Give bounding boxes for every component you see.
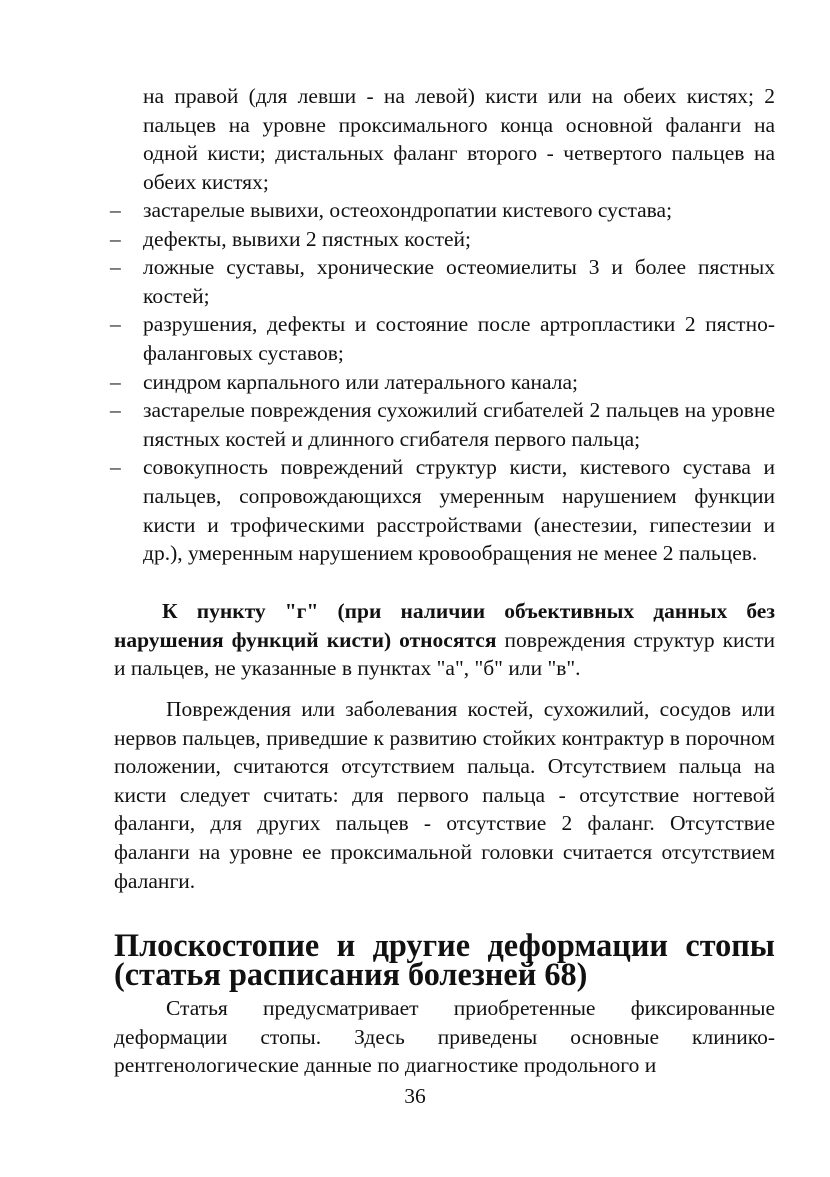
list-item: [110, 196, 775, 225]
dash-marker: –: [110, 198, 121, 222]
list-item-text: синдром карпального или латерального канала;: [143, 369, 579, 394]
paragraph-finger-absence: Повреждения или заболевания костей, сухожилий, сосудов или нервов пальцев, приведшие к развитию стойких контрактур в порочном положении, считаются отсутствием пальца. Отсутствием пальца на кисти следует считать: для первого пальца - отсутствие ногтевой фаланги, для других пальцев - отсутствие 2 фаланг. Отсутствие фаланги на уровне ее проксимальной головки считается отсутствием фаланги.: [114, 697, 775, 893]
paragraph-article-intro: Статья предусматривает приобретенные фиксированные деформации стопы. Здесь приведены основные клинико-рентгенологические данные по диагностике продольного и: [114, 996, 775, 1078]
list-item-text: разрушения, дефекты и состояние после артропластики 2 пястно-фаланговых суставов;: [143, 312, 775, 365]
list-item-text: совокупность повреждений структур кисти, кистевого сустава и пальцев, сопровождающихся умеренным нарушением функции кисти и трофическими расстройствами (анестезии, гипестезии и др.), умеренным нарушением кровообращения не менее 2 пальцев.: [143, 455, 775, 566]
list-item: [110, 225, 775, 254]
dash-marker: –: [110, 312, 121, 337]
list-item: [110, 396, 775, 453]
list-item: [110, 253, 775, 310]
list-item-text: застарелые вывихи, остеохондропатии кистевого сустава;: [143, 198, 673, 222]
paragraph-bold-lead: К пункту "г" (при наличии объективных данных без нарушения функций кисти) относятся: [114, 599, 775, 652]
dash-marker: –: [110, 398, 121, 423]
list-item: [110, 368, 775, 397]
list-item: [110, 453, 775, 567]
dash-marker: –: [110, 455, 121, 480]
list-item: [110, 310, 775, 367]
dash-list: [110, 196, 775, 568]
intro-paragraph: на правой (для левши - на левой) кисти или на обеих кистях; 2 пальцев на уровне проксимального конца основной фаланги на одной кисти; дистальных фаланг второго - четвертого пальцев на обеих кистях;: [143, 84, 775, 194]
paragraph-rest: повреждения структур кисти и пальцев, не указанные в пунктах "а", "б" или "в".: [114, 627, 775, 681]
section-heading: Плоскостопие и другие деформации стопы (статья расписания болезней 68): [114, 927, 775, 992]
page-number: 36: [404, 1084, 426, 1108]
list-item-text: ложные суставы, хронические остеомиелиты 3 и более пястных костей;: [143, 255, 775, 308]
list-item-text: застарелые повреждения сухожилий сгибателей 2 пальцев на уровне пястных костей и длинного сгибателя первого пальца;: [143, 398, 775, 451]
dash-marker: –: [110, 255, 121, 280]
dash-marker: –: [110, 369, 121, 394]
list-item-text: дефекты, вывихи 2 пястных костей;: [143, 226, 471, 251]
paragraph-point-g: [114, 597, 775, 683]
dash-marker: –: [110, 226, 121, 251]
